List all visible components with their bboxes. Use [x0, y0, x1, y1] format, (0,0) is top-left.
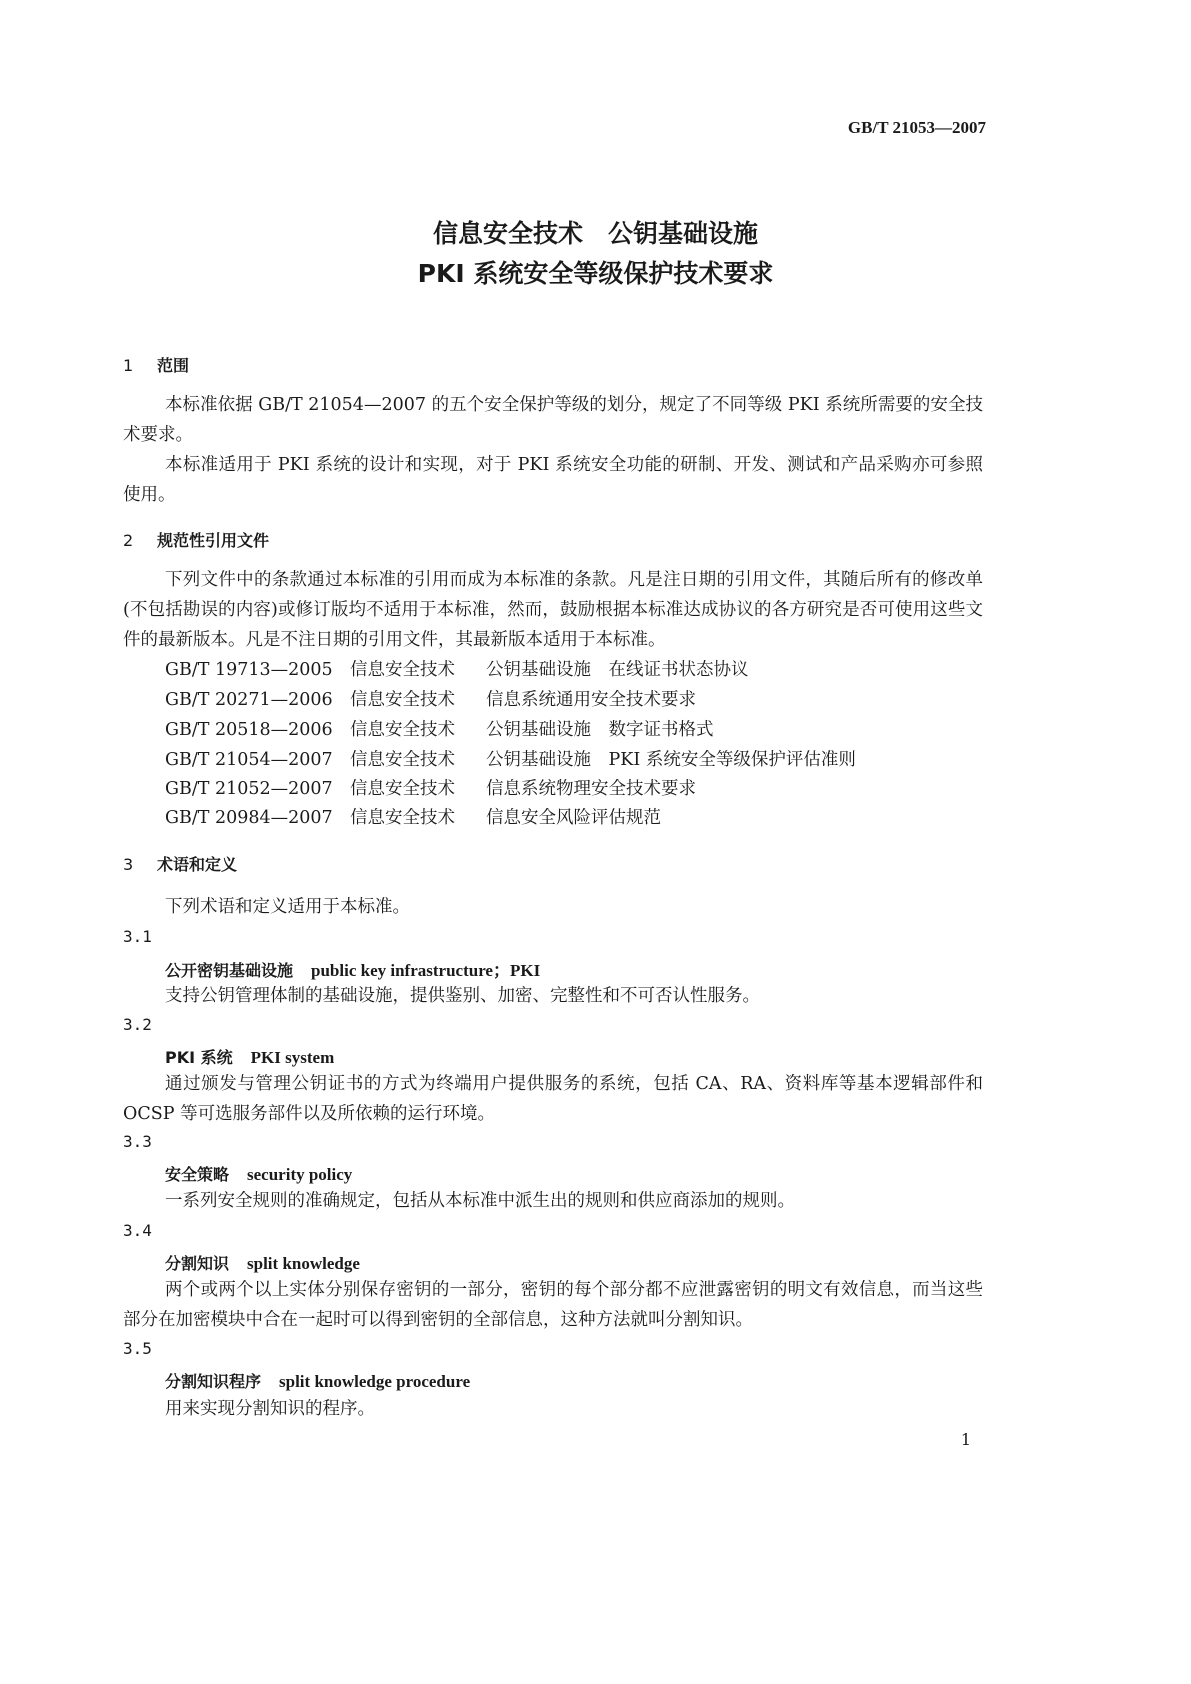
reference-code: GB/T 20271—2006 — [165, 690, 333, 710]
term-zh: 分割知识程序 — [165, 1372, 262, 1391]
term-heading — [165, 1251, 360, 1274]
reference-subtitle: 信息安全风险评估规范 — [486, 808, 661, 828]
reference-title: 信息安全技术 — [350, 660, 455, 680]
term-number: 3.4 — [123, 1221, 152, 1240]
section-title: 术语和定义 — [157, 855, 238, 874]
reference-subtitle: 公钥基础设施 数字证书格式 — [486, 720, 714, 740]
term-number: 3.3 — [123, 1132, 152, 1151]
term-definition: 一系列安全规则的准确规定，包括从本标准中派生出的规则和供应商添加的规则。 — [165, 1191, 795, 1211]
section-title: 范围 — [157, 356, 190, 375]
paragraph: 本标准依据 GB/T 21054—2007 的五个安全保护等级的划分，规定了不同等级 PKI 系统所需要的安全技术要求。 — [123, 395, 983, 445]
reference-subtitle: 公钥基础设施 PKI 系统安全等级保护评估准则 — [486, 750, 856, 770]
reference-title: 信息安全技术 — [350, 808, 455, 828]
page-number: 1 — [960, 1430, 971, 1449]
standard-number: GB/T 21053—2007 — [847, 118, 986, 137]
reference-code: GB/T 21052—2007 — [165, 779, 333, 799]
term-zh: 安全策略 — [165, 1165, 230, 1184]
section-number: 3 — [123, 855, 134, 874]
reference-title: 信息安全技术 — [350, 690, 455, 710]
reference-code: GB/T 20518—2006 — [165, 720, 333, 740]
term-en: split knowledge procedure — [279, 1372, 471, 1391]
reference-item — [165, 685, 696, 715]
term-definition: 用来实现分割知识的程序。 — [165, 1399, 375, 1419]
reference-title: 信息安全技术 — [350, 750, 455, 770]
title-line-1: 信息安全技术 公钥基础设施 — [432, 219, 758, 248]
term-number: 3.5 — [123, 1339, 152, 1358]
term-en: public key infrastructure；PKI — [311, 961, 541, 980]
reference-code: GB/T 19713—2005 — [165, 660, 333, 680]
reference-subtitle: 信息系统物理安全技术要求 — [486, 779, 696, 799]
section-title: 规范性引用文件 — [157, 531, 270, 550]
term-number: 3.2 — [123, 1015, 152, 1034]
paragraph: 本标准适用于 PKI 系统的设计和实现，对于 PKI 系统安全功能的研制、开发、测试和产品采购亦可参照使用。 — [123, 455, 983, 505]
reference-code: GB/T 20984—2007 — [165, 808, 333, 828]
term-heading — [165, 1369, 470, 1392]
term-heading — [165, 1045, 334, 1068]
term-heading — [165, 1162, 352, 1185]
term-en: split knowledge — [247, 1254, 360, 1273]
reference-title: 信息安全技术 — [350, 779, 455, 799]
term-definition: 两个或两个以上实体分别保存密钥的一部分，密钥的每个部分都不应泄露密钥的明文有效信息，而当这些部分在加密模块中合在一起时可以得到密钥的全部信息，这种方法就叫分割知识。 — [123, 1280, 983, 1330]
title-line-2: PKI 系统安全等级保护技术要求 — [417, 259, 774, 288]
term-number: 3.1 — [123, 927, 152, 946]
reference-subtitle: 信息系统通用安全技术要求 — [486, 690, 696, 710]
paragraph: 下列文件中的条款通过本标准的引用而成为本标准的条款。凡是注日期的引用文件，其随后所有的修改单(不包括勘误的内容)或修订版均不适用于本标准，然而，鼓励根据本标准达成协议的各方研究是否可使用这些文件的最新版本。凡是不注日期的引用文件，其最新版本适用于本标准。 — [123, 570, 983, 650]
term-zh: 公开密钥基础设施 — [165, 961, 294, 980]
term-zh: 分割知识 — [165, 1254, 230, 1273]
reference-item — [165, 803, 661, 833]
section-heading — [123, 852, 237, 875]
paragraph: 下列术语和定义适用于本标准。 — [165, 897, 410, 917]
reference-item — [165, 745, 856, 775]
reference-code: GB/T 21054—2007 — [165, 750, 333, 770]
term-heading — [165, 956, 540, 981]
section-heading — [123, 528, 269, 551]
reference-item — [165, 715, 714, 745]
term-definition: 通过颁发与管理公钥证书的方式为终端用户提供服务的系统，包括 CA、RA、资料库等基本逻辑部件和 OCSP 等可选服务部件以及所依赖的运行环境。 — [123, 1074, 983, 1124]
reference-title: 信息安全技术 — [350, 720, 455, 740]
term-definition: 支持公钥管理体制的基础设施，提供鉴别、加密、完整性和不可否认性服务。 — [165, 986, 760, 1006]
reference-item — [165, 655, 749, 685]
section-number: 2 — [123, 531, 134, 550]
section-number: 1 — [123, 356, 134, 375]
term-en: PKI system — [250, 1048, 335, 1067]
reference-item — [165, 774, 696, 804]
term-zh: PKI 系统 — [165, 1048, 233, 1067]
reference-subtitle: 公钥基础设施 在线证书状态协议 — [486, 660, 749, 680]
term-en: security policy — [247, 1165, 353, 1184]
section-heading — [123, 353, 189, 376]
